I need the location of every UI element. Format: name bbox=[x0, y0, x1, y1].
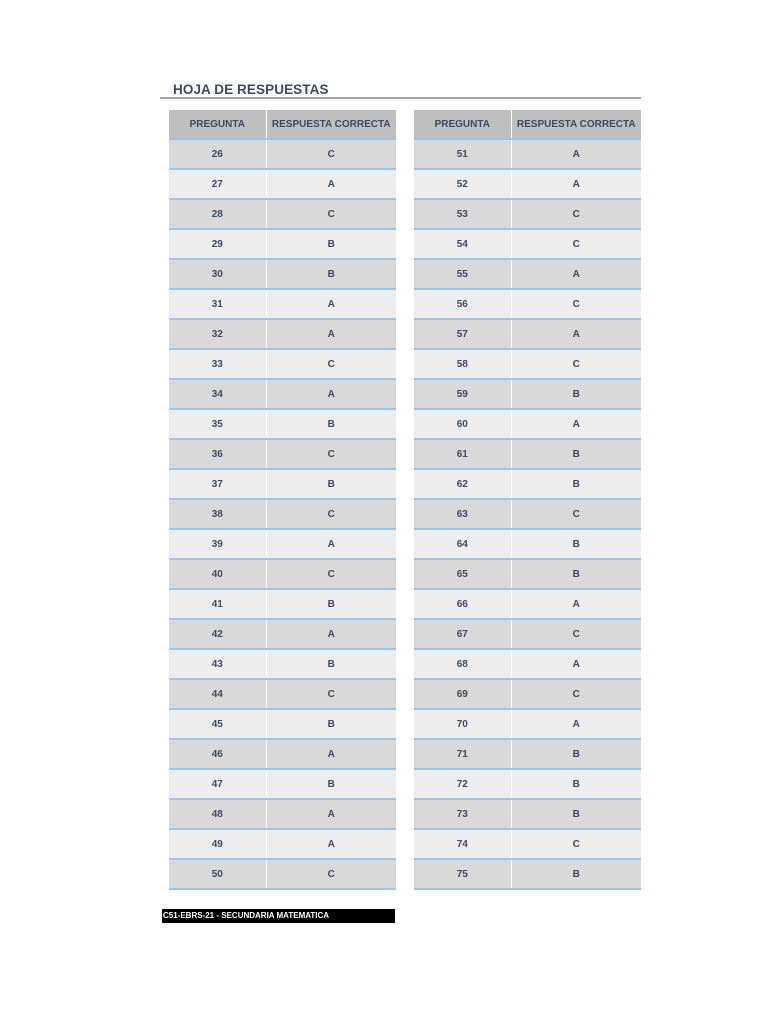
correct-answer: A bbox=[511, 709, 641, 739]
table-row bbox=[169, 169, 396, 199]
question-number: 38 bbox=[169, 499, 266, 529]
correct-answer: A bbox=[511, 139, 641, 169]
table-row bbox=[414, 529, 641, 559]
table-row bbox=[414, 139, 641, 169]
correct-answer: B bbox=[266, 589, 396, 619]
question-number: 46 bbox=[169, 739, 266, 769]
correct-answer: C bbox=[266, 439, 396, 469]
correct-answer: A bbox=[511, 319, 641, 349]
question-number: 40 bbox=[169, 559, 266, 589]
table-row bbox=[169, 529, 396, 559]
question-number: 29 bbox=[169, 229, 266, 259]
table-row bbox=[169, 709, 396, 739]
question-number: 50 bbox=[169, 859, 266, 889]
table-row bbox=[169, 409, 396, 439]
question-number: 32 bbox=[169, 319, 266, 349]
correct-answer: B bbox=[511, 559, 641, 589]
question-number: 39 bbox=[169, 529, 266, 559]
correct-answer: B bbox=[266, 709, 396, 739]
question-number: 52 bbox=[414, 169, 511, 199]
correct-answer: C bbox=[511, 619, 641, 649]
table-row bbox=[414, 409, 641, 439]
table-row bbox=[414, 319, 641, 349]
table-row bbox=[169, 319, 396, 349]
question-number: 69 bbox=[414, 679, 511, 709]
correct-answer: A bbox=[266, 529, 396, 559]
table-header-row bbox=[414, 110, 641, 139]
question-number: 45 bbox=[169, 709, 266, 739]
table-row bbox=[414, 379, 641, 409]
answer-table-right bbox=[414, 110, 641, 890]
correct-answer: A bbox=[266, 289, 396, 319]
correct-answer: C bbox=[266, 349, 396, 379]
correct-answer: C bbox=[266, 859, 396, 889]
question-number: 35 bbox=[169, 409, 266, 439]
table-row bbox=[414, 589, 641, 619]
correct-answer: A bbox=[266, 319, 396, 349]
table-row bbox=[414, 559, 641, 589]
correct-answer: C bbox=[511, 679, 641, 709]
table-row bbox=[169, 469, 396, 499]
table-row bbox=[169, 619, 396, 649]
correct-answer: B bbox=[511, 529, 641, 559]
correct-answer: B bbox=[511, 439, 641, 469]
question-number: 42 bbox=[169, 619, 266, 649]
correct-answer: B bbox=[266, 649, 396, 679]
table-header-row bbox=[169, 110, 396, 139]
table-row bbox=[414, 469, 641, 499]
question-number: 59 bbox=[414, 379, 511, 409]
correct-answer: B bbox=[511, 379, 641, 409]
table-row bbox=[414, 229, 641, 259]
question-number: 65 bbox=[414, 559, 511, 589]
correct-answer: B bbox=[266, 469, 396, 499]
answer-table-left bbox=[169, 110, 396, 890]
question-number: 44 bbox=[169, 679, 266, 709]
table-row bbox=[169, 439, 396, 469]
title-divider bbox=[160, 97, 641, 99]
question-number: 60 bbox=[414, 409, 511, 439]
question-number: 27 bbox=[169, 169, 266, 199]
question-number: 28 bbox=[169, 199, 266, 229]
table-row bbox=[169, 349, 396, 379]
correct-answer: C bbox=[511, 199, 641, 229]
question-number: 49 bbox=[169, 829, 266, 859]
table-row bbox=[169, 649, 396, 679]
table-row bbox=[169, 679, 396, 709]
column-header-answer: RESPUESTA CORRECTA bbox=[511, 110, 641, 139]
question-number: 30 bbox=[169, 259, 266, 289]
correct-answer: A bbox=[511, 169, 641, 199]
question-number: 63 bbox=[414, 499, 511, 529]
correct-answer: B bbox=[511, 859, 641, 889]
question-number: 67 bbox=[414, 619, 511, 649]
question-number: 68 bbox=[414, 649, 511, 679]
correct-answer: C bbox=[511, 499, 641, 529]
table-row bbox=[414, 739, 641, 769]
question-number: 62 bbox=[414, 469, 511, 499]
question-number: 64 bbox=[414, 529, 511, 559]
table-row bbox=[414, 799, 641, 829]
question-number: 57 bbox=[414, 319, 511, 349]
question-number: 61 bbox=[414, 439, 511, 469]
correct-answer: A bbox=[511, 259, 641, 289]
table-row bbox=[414, 169, 641, 199]
question-number: 47 bbox=[169, 769, 266, 799]
question-number: 34 bbox=[169, 379, 266, 409]
correct-answer: C bbox=[266, 499, 396, 529]
question-number: 55 bbox=[414, 259, 511, 289]
question-number: 41 bbox=[169, 589, 266, 619]
table-row bbox=[169, 859, 396, 889]
question-number: 75 bbox=[414, 859, 511, 889]
correct-answer: A bbox=[266, 829, 396, 859]
question-number: 70 bbox=[414, 709, 511, 739]
document-code-label: C51-EBRS-21 - SECUNDARIA MATEMATICA bbox=[162, 909, 395, 923]
table-row bbox=[414, 619, 641, 649]
table-row bbox=[414, 649, 641, 679]
table-row bbox=[414, 199, 641, 229]
table-row bbox=[169, 379, 396, 409]
table-row bbox=[414, 829, 641, 859]
correct-answer: B bbox=[266, 409, 396, 439]
column-header-question: PREGUNTA bbox=[414, 110, 511, 139]
question-number: 43 bbox=[169, 649, 266, 679]
table-row bbox=[414, 859, 641, 889]
question-number: 53 bbox=[414, 199, 511, 229]
question-number: 74 bbox=[414, 829, 511, 859]
question-number: 36 bbox=[169, 439, 266, 469]
correct-answer: C bbox=[266, 679, 396, 709]
correct-answer: A bbox=[511, 409, 641, 439]
correct-answer: C bbox=[511, 349, 641, 379]
correct-answer: A bbox=[266, 739, 396, 769]
question-number: 51 bbox=[414, 139, 511, 169]
correct-answer: A bbox=[511, 589, 641, 619]
correct-answer: B bbox=[266, 229, 396, 259]
correct-answer: C bbox=[266, 199, 396, 229]
table-row bbox=[414, 259, 641, 289]
table-row bbox=[414, 349, 641, 379]
correct-answer: B bbox=[266, 769, 396, 799]
correct-answer: B bbox=[511, 739, 641, 769]
question-number: 73 bbox=[414, 799, 511, 829]
correct-answer: A bbox=[266, 799, 396, 829]
table-row bbox=[169, 739, 396, 769]
table-row bbox=[169, 139, 396, 169]
correct-answer: A bbox=[266, 619, 396, 649]
correct-answer: B bbox=[511, 469, 641, 499]
correct-answer: C bbox=[511, 289, 641, 319]
correct-answer: A bbox=[266, 169, 396, 199]
column-header-question: PREGUNTA bbox=[169, 110, 266, 139]
table-row bbox=[414, 439, 641, 469]
table-row bbox=[169, 829, 396, 859]
table-row bbox=[414, 679, 641, 709]
table-row bbox=[414, 709, 641, 739]
table-row bbox=[414, 289, 641, 319]
table-row bbox=[169, 199, 396, 229]
correct-answer: A bbox=[511, 649, 641, 679]
correct-answer: C bbox=[511, 229, 641, 259]
table-row bbox=[169, 289, 396, 319]
correct-answer: A bbox=[266, 379, 396, 409]
correct-answer: C bbox=[266, 139, 396, 169]
table-row bbox=[169, 769, 396, 799]
question-number: 56 bbox=[414, 289, 511, 319]
question-number: 33 bbox=[169, 349, 266, 379]
question-number: 31 bbox=[169, 289, 266, 319]
correct-answer: B bbox=[511, 799, 641, 829]
table-row bbox=[414, 769, 641, 799]
question-number: 72 bbox=[414, 769, 511, 799]
question-number: 26 bbox=[169, 139, 266, 169]
question-number: 48 bbox=[169, 799, 266, 829]
question-number: 71 bbox=[414, 739, 511, 769]
table-row bbox=[414, 499, 641, 529]
question-number: 37 bbox=[169, 469, 266, 499]
table-row bbox=[169, 229, 396, 259]
correct-answer: C bbox=[266, 559, 396, 589]
answer-table-left-body bbox=[169, 139, 396, 889]
question-number: 66 bbox=[414, 589, 511, 619]
question-number: 54 bbox=[414, 229, 511, 259]
correct-answer: B bbox=[511, 769, 641, 799]
column-header-answer: RESPUESTA CORRECTA bbox=[266, 110, 396, 139]
correct-answer: C bbox=[511, 829, 641, 859]
table-row bbox=[169, 499, 396, 529]
question-number: 58 bbox=[414, 349, 511, 379]
table-row bbox=[169, 259, 396, 289]
answer-table-right-body bbox=[414, 139, 641, 889]
correct-answer: B bbox=[266, 259, 396, 289]
table-row bbox=[169, 799, 396, 829]
table-row bbox=[169, 589, 396, 619]
table-row bbox=[169, 559, 396, 589]
page-title: HOJA DE RESPUESTAS bbox=[173, 82, 329, 97]
